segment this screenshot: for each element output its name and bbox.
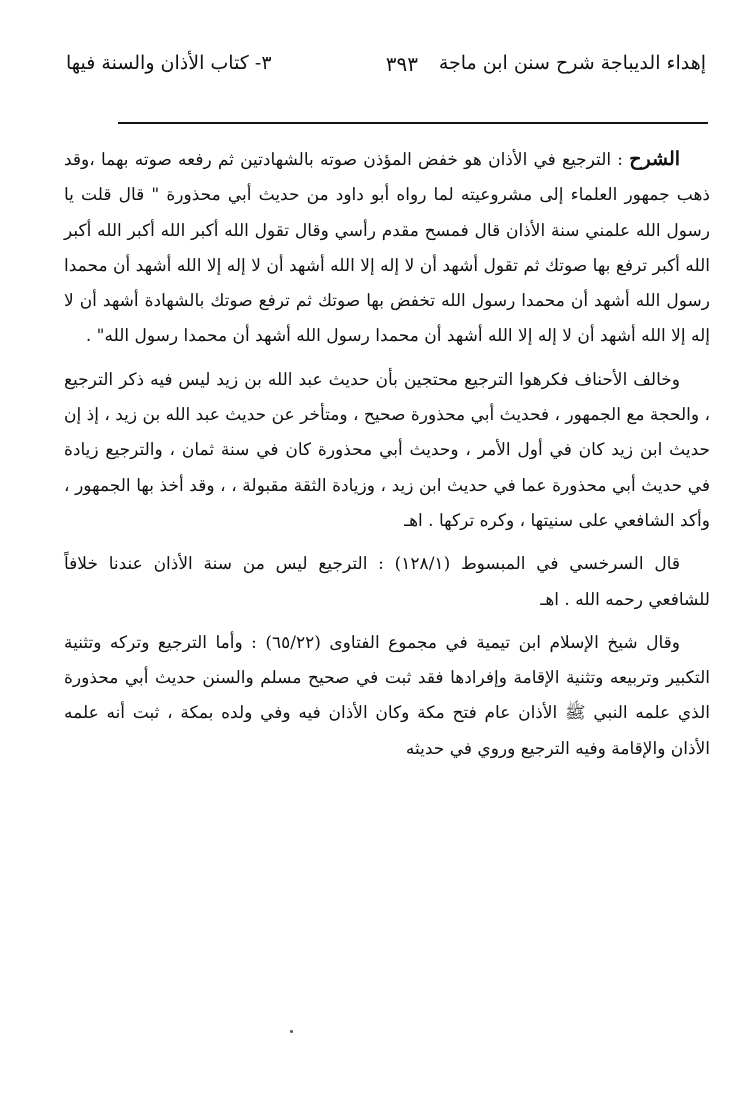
paragraph-ibn-taymiyyah: وقال شيخ الإسلام ابن تيمية في مجموع الفتاوى (٦٥/٢٢) : وأما الترجيع وتركه وتثنية التكبير وتربيعه وتثنية الإقامة وإفرادها فقد ثبت في صحيح مسلم والسنن حديث أبي محذورة الذي علمه النبي ﷺ الأذان عام فتح مكة وكان الأذان فيه وفي ولده بمكة ، ثبت أنه علمه الأذان والإقامة وفيه الترجيع وروي في حديثه	[64, 632, 710, 759]
paragraph-sarakhsi: قال السرخسي في المبسوط (١٢٨/١) : الترجيع ليس من سنة الأذان عندنا خلافاً للشافعي رحمه الله . اهـ	[64, 554, 710, 610]
scan-speck	[290, 1030, 293, 1033]
book-title: إهداء الديباجة شرح سنن ابن ماجة	[438, 52, 706, 74]
paragraph-commentary	[64, 142, 710, 355]
page-number: ٣٩٣	[385, 52, 418, 76]
page-header	[66, 52, 706, 92]
commentary-text: : الترجيع في الأذان هو خفض المؤذن صوته بالشهادتين ثم رفعه صوته بهما ،وقد ذهب جمهور العلماء إلى مشروعيته لما رواه أبو داود من حديث أبي محذورة " قال قلت يا رسول الله علمني سنة الأذان قال فمسح مقدم رأسي وقال تقول الله أكبر الله أكبر الله أكبر الله أكبر ترفع بها صوتك ثم تقول أشهد أن لا إله إلا الله أشهد أن لا إله إلا الله أشهد أن محمدا رسول الله أشهد أن محمدا رسول الله تخفض بها صوتك ثم ترفع صوتك بالشهادة أشهد أن لا إله إلا الله أشهد أن لا إله إلا الله أشهد أن محمدا رسول الله أشهد أن محمدا رسول الله" .	[64, 150, 710, 347]
commentary-label: الشرح	[629, 148, 681, 170]
main-text	[64, 142, 710, 775]
paragraph-hanafi: وخالف الأحناف فكرهوا الترجيع محتجين بأن حديث عبد الله بن زيد ليس فيه ذكر الترجيع ، والحجة مع الجمهور ، فحديث أبي محذورة صحيح ، ومتأخر عن حديث عبد الله بن زيد ، إذ إن حديث ابن زيد كان في أول الأمر ، وحديث أبي محذورة كان في سنة ثمان ، والترجيع زيادة في حديث أبي محذورة عما في حديث ابن زيد ، وزيادة الثقة مقبولة ، ، وقد أخذ بها الجمهور ، وأكد الشافعي على سنيتها ، وكره تركها . اهـ	[64, 369, 710, 531]
header-rule	[118, 122, 708, 124]
chapter-title: ٣- كتاب الأذان والسنة فيها	[66, 52, 272, 74]
